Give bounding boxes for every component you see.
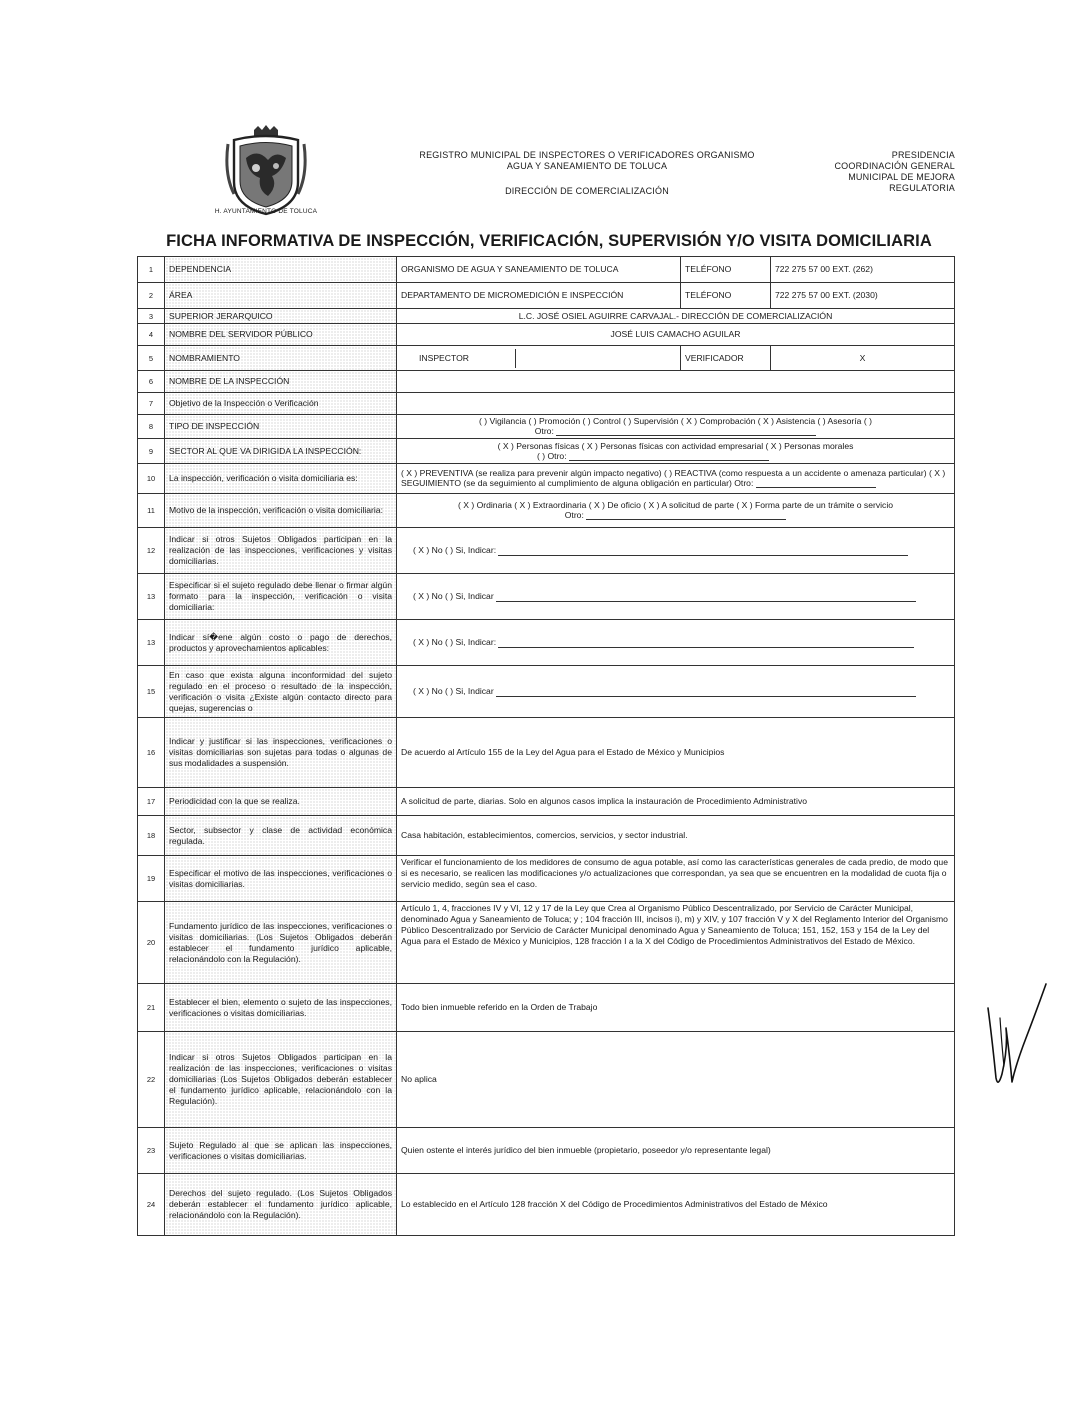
row-number: 8 [138, 415, 165, 439]
blank-line [498, 638, 914, 648]
form-row [138, 309, 955, 324]
otros-sujetos-fundamento-value: No aplica [397, 1032, 955, 1128]
form-row [138, 324, 955, 346]
row-number: 22 [138, 1032, 165, 1128]
phone-value: 722 275 57 00 EXT. (2030) [771, 283, 955, 309]
header-right [800, 150, 955, 194]
row-number: 3 [138, 309, 165, 324]
form-row [138, 415, 955, 439]
form-row [138, 257, 955, 283]
header-coordinacion: COORDINACIÓN GENERAL [834, 161, 955, 171]
row-label: SECTOR AL QUE VA DIRIGIDA LA INSPECCIÓN: [165, 439, 397, 464]
row-number: 1 [138, 257, 165, 283]
form-row [138, 494, 955, 528]
row-label: Periodicidad con la que se realiza. [165, 788, 397, 816]
form-row [138, 788, 955, 816]
formato-value: ( X ) No ( ) Si, Indicar [413, 591, 494, 601]
nombre-inspeccion-value [397, 371, 955, 393]
document-title: FICHA INFORMATIVA DE INSPECCIÓN, VERIFICACIÓN, SUPERVISIÓN Y/O VISITA DOMICILIARIA [166, 232, 932, 250]
quejas-cell [397, 666, 955, 718]
bien-value: Todo bien inmueble referido en la Orden de Trabajo [397, 984, 955, 1032]
phone-label: TELÉFONO [681, 283, 771, 309]
form-row [138, 371, 955, 393]
tipo-inspeccion-other: Otro: [534, 426, 554, 436]
row-number: 2 [138, 283, 165, 309]
row-label: Indicar si otros Sujetos Obligados participan en la realización de las inspecciones, verificaciones o visitas domiciliarias (Los Sujetos Obligados deberán establecer el fundamento jurídico aplicable, relacionándolo con la Regulación). [165, 1032, 397, 1128]
phone-label: TELÉFONO [681, 257, 771, 283]
row-number: 17 [138, 788, 165, 816]
row-number: 23 [138, 1128, 165, 1174]
header-center [392, 150, 782, 197]
sector-options: ( X ) Personas físicas ( X ) Personas físicas con actividad empresarial ( X ) Personas morales [497, 440, 854, 451]
row-label: NOMBRE DE LA INSPECCIÓN [165, 371, 397, 393]
nombramiento-inspector-cell [397, 346, 681, 371]
tipo-inspeccion-cell [397, 415, 955, 439]
form-row [138, 528, 955, 574]
row-number: 11 [138, 494, 165, 528]
suspension-value: De acuerdo al Artículo 155 de la Ley del Agua para el Estado de México y Municipios [397, 718, 955, 788]
row-number: 13 [138, 620, 165, 666]
row-label: Motivo de la inspección, verificación o visita domiciliaria: [165, 494, 397, 528]
formato-cell [397, 574, 955, 620]
row-label: Indicar y justificar si las inspecciones, verificaciones o visitas domiciliarias son sujetas para todas o algunas de sus modalidades a suspensión. [165, 718, 397, 788]
header-registry-line: REGISTRO MUNICIPAL DE INSPECTORES O VERIFICADORES ORGANISMO [419, 150, 755, 160]
servidor-value: JOSÉ LUIS CAMACHO AGUILAR [397, 324, 955, 346]
motivo-options: ( X ) Ordinaria ( X ) Extraordinaria ( X ) De oficio ( X ) A solicitud de parte ( X ) Forma parte de un trámite o servicio [457, 500, 894, 510]
form-row [138, 1032, 955, 1128]
row-number: 15 [138, 666, 165, 718]
row-label: Especificar el motivo de las inspecciones, verificaciones o visitas domiciliarias. [165, 856, 397, 902]
form-row [138, 464, 955, 494]
verificador-option: VERIFICADOR [681, 346, 771, 371]
row-number: 16 [138, 718, 165, 788]
form-row [138, 283, 955, 309]
dependencia-value: ORGANISMO DE AGUA Y SANEAMIENTO DE TOLUCA [397, 257, 681, 283]
form-row [138, 346, 955, 371]
row-number: 19 [138, 856, 165, 902]
row-number: 12 [138, 528, 165, 574]
costo-cell [397, 620, 955, 666]
sector-other: ( ) Otro: [537, 450, 567, 461]
row-label: NOMBRAMIENTO [165, 346, 397, 371]
sujeto-regulado-value: Quien ostente el interés jurídico del bien inmueble (propietario, poseedor y/o representante legal) [397, 1128, 955, 1174]
sector-cell [397, 439, 955, 464]
blank-line [756, 478, 876, 488]
sector-actividad-value: Casa habitación, establecimientos, comercios, servicios, y sector industrial. [397, 816, 955, 856]
form-row [138, 393, 955, 415]
tipo-inspeccion-options: ( ) Vigilancia ( ) Promoción ( ) Control ( ) Supervisión ( X ) Comprobación ( X ) Asistencia ( ) Asesoría ( ) [479, 416, 872, 426]
row-number: 24 [138, 1174, 165, 1236]
header-municipal: MUNICIPAL DE MEJORA [848, 172, 955, 182]
header-presidencia: PRESIDENCIA [891, 150, 955, 160]
blank-line [496, 592, 916, 602]
nombramiento-mark: X [771, 346, 955, 371]
naturaleza-value [397, 464, 955, 494]
toluca-seal-icon [224, 124, 308, 220]
objetivo-value [397, 393, 955, 415]
form-row [138, 439, 955, 464]
form-row [138, 984, 955, 1032]
form-row [138, 902, 955, 984]
form-row [138, 856, 955, 902]
row-label: SUPERIOR JERARQUICO [165, 309, 397, 324]
form-row [138, 816, 955, 856]
blank-line [496, 687, 916, 697]
row-number: 21 [138, 984, 165, 1032]
row-label: NOMBRE DEL SERVIDOR PÚBLICO [165, 324, 397, 346]
row-number: 10 [138, 464, 165, 494]
form-row [138, 1128, 955, 1174]
blank-line [556, 426, 816, 436]
row-label: Fundamento jurídico de las inspecciones, verificaciones o visitas domiciliarias. (Los Sujetos Obligados deberán establecer el fundamento jurídico aplicable, relacionándolo con la Regulación). [165, 902, 397, 984]
header-regulatoria: REGULATORIA [889, 183, 955, 193]
row-number: 4 [138, 324, 165, 346]
otros-sujetos-value: ( X ) No ( ) Si, Indicar: [413, 545, 497, 555]
row-label: ÁREA [165, 283, 397, 309]
form-row [138, 574, 955, 620]
row-label: DEPENDENCIA [165, 257, 397, 283]
superior-value: L.C. JOSÉ OSIEL AGUIRRE CARVAJAL.- DIRECCIÓN DE COMERCIALIZACIÓN [397, 309, 955, 324]
inspector-option: INSPECTOR [397, 349, 516, 368]
periodicidad-value: A solicitud de parte, diarias. Solo en algunos casos implica la instauración de Procedimiento Administrativo [397, 788, 955, 816]
row-label: Indicar sí�ene algún costo o pago de derechos, productos y aprovechamientos aplicables: [165, 620, 397, 666]
row-label: Especificar si el sujeto regulado debe llenar o firmar algún formato para la inspección, verificación o visita domiciliaria: [165, 574, 397, 620]
row-label: Indicar si otros Sujetos Obligados participan en la realización de las inspecciones, verificaciones y visitas domiciliarias. [165, 528, 397, 574]
blank-line [586, 510, 786, 520]
costo-value: ( X ) No ( ) Si, Indicar: [413, 637, 497, 647]
row-label: Establecer el bien, elemento o sujeto de las inspecciones, verificaciones o visitas domiciliarias. [165, 984, 397, 1032]
area-value: DEPARTAMENTO DE MICROMEDICIÓN E INSPECCIÓN [397, 283, 681, 309]
header-organism-line: AGUA Y SANEAMIENTO DE TOLUCA [506, 161, 668, 171]
row-number: 13 [138, 574, 165, 620]
quejas-value: ( X ) No ( ) Si, Indicar [413, 686, 494, 696]
row-number: 5 [138, 346, 165, 371]
row-label: La inspección, verificación o visita domiciliaria es: [165, 464, 397, 494]
form-row [138, 666, 955, 718]
blank-line [498, 546, 908, 556]
handwritten-signature [982, 978, 1052, 1098]
inspection-form-table [137, 256, 955, 1236]
motivo-inspecciones-value: Verificar el funcionamiento de los medidores de consumo de agua potable, así como las características generales de cada predio, de modo que si es necesario, se realicen las modificaciones y/o actualizaciones que correspondan, ya sea que se encuentren en la modalidad de cuota fija o servicio medido, según sea el caso. [397, 856, 955, 902]
row-label: TIPO DE INSPECCIÓN [165, 415, 397, 439]
row-number: 20 [138, 902, 165, 984]
form-row [138, 1174, 955, 1236]
row-number: 18 [138, 816, 165, 856]
row-number: 6 [138, 371, 165, 393]
derechos-value: Lo establecido en el Artículo 128 fracción X del Código de Procedimientos Administrativos del Estado de México [397, 1174, 955, 1236]
phone-value: 722 275 57 00 EXT. (262) [771, 257, 955, 283]
fundamento-value: Artículo 1, 4, fracciones IV y VI, 12 y 17 de la Ley que Crea al Organismo Público Descentralizado, por Servicio de Carácter Municipal, denominado Agua y Saneamiento de Toluca; y ; 104 fracción III, incisos i), m) y XIV, y 107 fracción V y X del Reglamento Interior del Organismo Público Descentralizado por Servicio de Carácter Municipal denominado Agua y Saneamiento de Toluca; 151, 152, 153 y 154 de la Ley del Agua para el Estado de México y Municipios, 128 fracción I a la X del Código de Procedimientos Administrativos del Estado de México. [397, 902, 955, 984]
naturaleza-options: ( X ) PREVENTIVA (se realiza para prevenir algún impacto negativo) ( ) REACTIVA (como respuesta a un accidente o amenaza particular) ( X ) SEGUIMIENTO (se da seguimiento al cumplimiento de alguna obligación en particular) Otro: [401, 468, 946, 488]
seal-caption: H. AYUNTAMIENTO DE TOLUCA [214, 208, 318, 215]
row-label: Sector, subsector y clase de actividad económica regulada. [165, 816, 397, 856]
motivo-other: Otro: [564, 510, 584, 520]
row-label: Derechos del sujeto regulado. (Los Sujetos Obligados deberán establecer el fundamento jurídico aplicable, relacionándolo con la Regulación). [165, 1174, 397, 1236]
form-row [138, 718, 955, 788]
form-row [138, 620, 955, 666]
row-label: En caso que exista alguna inconformidad del sujeto regulado en el proceso o resultado de la inspección, verificación o visita ¿Existe algún contacto directo para quejas, sugerencias o [165, 666, 397, 718]
header-direction-line: DIRECCIÓN DE COMERCIALIZACIÓN [505, 186, 669, 196]
row-label: Objetivo de la Inspección o Verificación [165, 393, 397, 415]
blank-line [569, 451, 769, 461]
otros-sujetos-cell [397, 528, 955, 574]
row-number: 7 [138, 393, 165, 415]
row-label: Sujeto Regulado al que se aplican las inspecciones, verificaciones o visitas domiciliarias. [165, 1128, 397, 1174]
motivo-cell [397, 494, 955, 528]
row-number: 9 [138, 439, 165, 464]
